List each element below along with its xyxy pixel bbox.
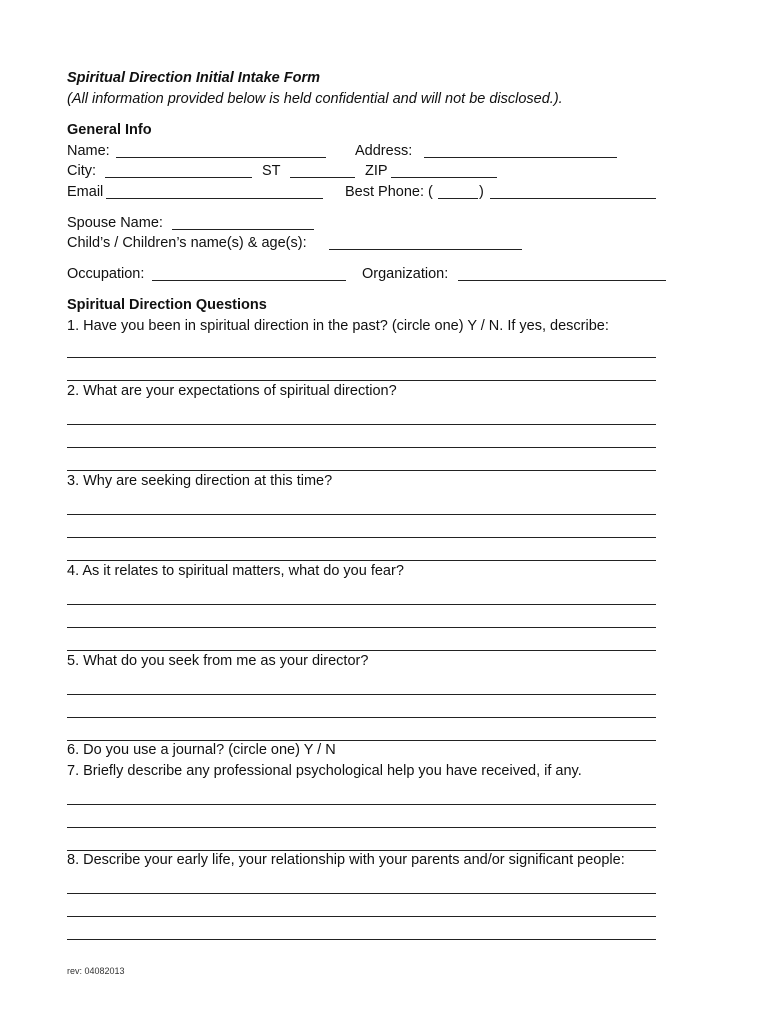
form-subtitle: (All information provided below is held confidential and will not be disclosed.).	[67, 91, 563, 107]
answer-line[interactable]	[67, 916, 656, 917]
answer-line[interactable]	[67, 537, 656, 538]
answer-line[interactable]	[67, 627, 656, 628]
question-1: 1. Have you been in spiritual direction in the past? (circle one) Y / N. If yes, describe:	[67, 318, 609, 334]
email-label: Email	[67, 184, 104, 200]
general-info-heading: General Info	[67, 122, 152, 138]
best-phone-close-paren: )	[479, 184, 484, 200]
question-4: 4. As it relates to spiritual matters, what do you fear?	[67, 563, 404, 579]
answer-line[interactable]	[67, 514, 656, 515]
answer-line[interactable]	[67, 694, 656, 695]
answer-line[interactable]	[67, 424, 656, 425]
organization-label: Organization:	[362, 266, 449, 282]
answer-line[interactable]	[67, 650, 656, 651]
answer-line[interactable]	[67, 893, 656, 894]
children-field[interactable]	[329, 249, 522, 250]
revision-code: rev: 04082013	[67, 966, 125, 976]
zip-label: ZIP	[365, 163, 388, 179]
spouse-name-label: Spouse Name:	[67, 215, 163, 231]
email-field[interactable]	[106, 198, 323, 199]
answer-line[interactable]	[67, 604, 656, 605]
occupation-label: Occupation:	[67, 266, 145, 282]
st-label: ST	[262, 163, 281, 179]
question-3: 3. Why are seeking direction at this time?	[67, 473, 333, 489]
question-8: 8. Describe your early life, your relationship with your parents and/or significant people:	[67, 852, 625, 868]
occupation-field[interactable]	[152, 280, 346, 281]
answer-line[interactable]	[67, 560, 656, 561]
name-field[interactable]	[116, 157, 326, 158]
phone-area-code-field[interactable]	[438, 198, 478, 199]
answer-line[interactable]	[67, 827, 656, 828]
question-6: 6. Do you use a journal? (circle one) Y / N	[67, 742, 336, 758]
city-field[interactable]	[105, 177, 252, 178]
answer-line[interactable]	[67, 740, 656, 741]
zip-field[interactable]	[391, 177, 497, 178]
answer-line[interactable]	[67, 850, 656, 851]
questions-heading: Spiritual Direction Questions	[67, 297, 267, 313]
question-7: 7. Briefly describe any professional psychological help you have received, if any.	[67, 763, 582, 779]
address-field[interactable]	[424, 157, 617, 158]
address-label: Address:	[355, 143, 413, 159]
answer-line[interactable]	[67, 717, 656, 718]
answer-line[interactable]	[67, 447, 656, 448]
spouse-name-field[interactable]	[172, 229, 314, 230]
organization-field[interactable]	[458, 280, 666, 281]
question-2: 2. What are your expectations of spiritual direction?	[67, 383, 397, 399]
answer-line[interactable]	[67, 380, 656, 381]
answer-line[interactable]	[67, 804, 656, 805]
answer-line[interactable]	[67, 357, 656, 358]
children-label: Child’s / Children’s name(s) & age(s):	[67, 235, 307, 251]
question-5: 5. What do you seek from me as your director?	[67, 653, 369, 669]
city-label: City:	[67, 163, 96, 179]
answer-line[interactable]	[67, 470, 656, 471]
answer-line[interactable]	[67, 939, 656, 940]
phone-number-field[interactable]	[490, 198, 656, 199]
best-phone-label: Best Phone: (	[345, 184, 433, 200]
form-title: Spiritual Direction Initial Intake Form	[67, 70, 320, 86]
name-label: Name:	[67, 143, 110, 159]
state-field[interactable]	[290, 177, 355, 178]
